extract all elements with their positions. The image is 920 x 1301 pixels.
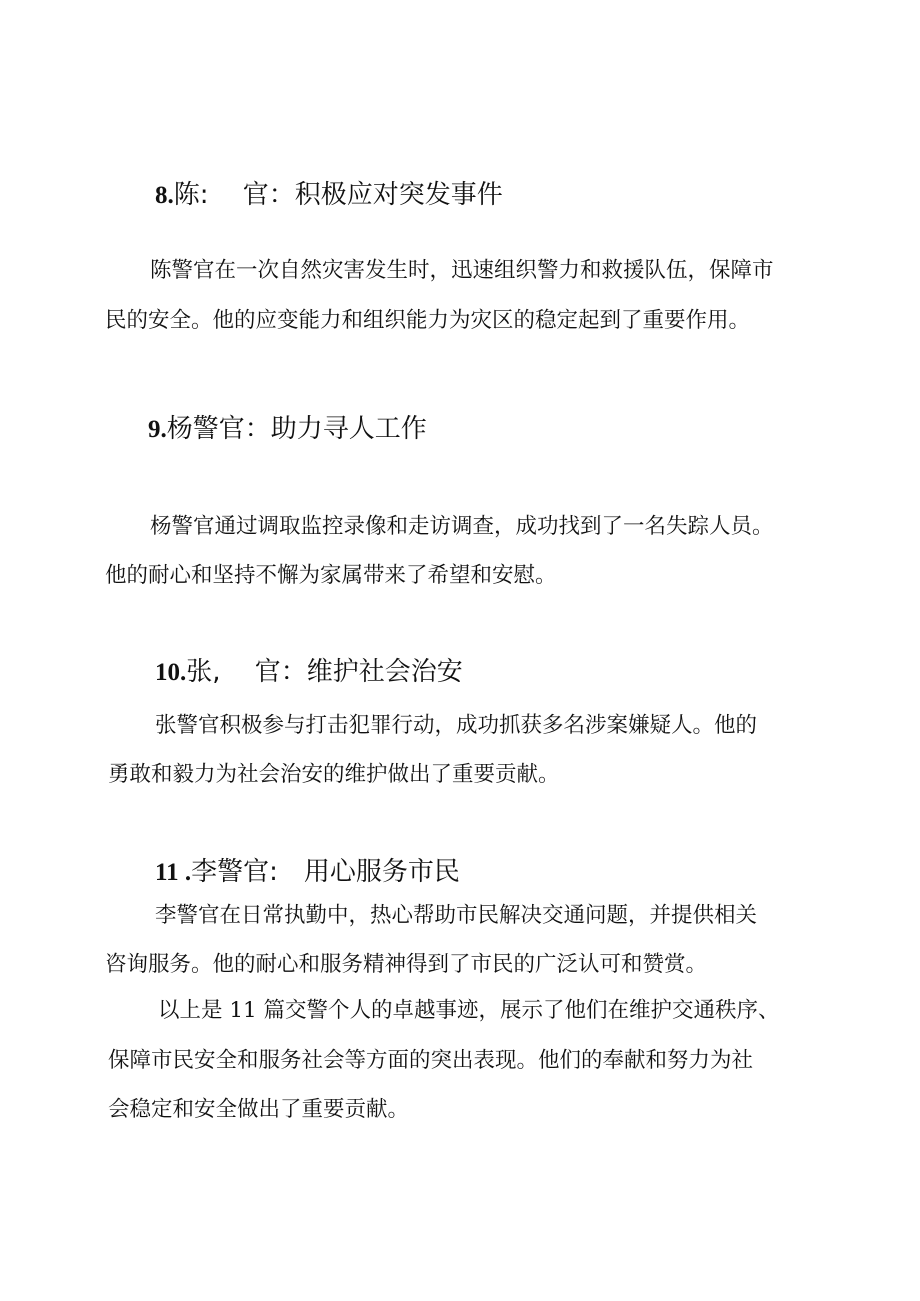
heading-title: 陈: 官：积极应对突发事件 [173,180,503,210]
paragraph-line: 张警官积极参与打击犯罪行动，成功抓获多名涉案嫌疑人。他的 [155,713,758,738]
paragraph-line: 勇敢和毅力为社会治安的维护做出了重要贡献。 [108,762,560,787]
paragraph-line: 李警官在日常执勤中，热心帮助市民解决交通问题，并提供相关 [155,903,758,928]
section-heading-8 [155,180,503,211]
summary-line: 会稳定和安全做出了重要贡献。 [108,1097,410,1122]
summary-line: 以上是 11 篇交警个人的卓越事迹，展示了他们在维护交通秩序、 [158,998,780,1023]
section-heading-9 [148,414,427,445]
paragraph-line: 民的安全。他的应变能力和组织能力为灾区的稳定起到了重要作用。 [105,308,751,333]
heading-title: 李警官: 用心服务市民 [191,857,460,887]
section-heading-11 [155,857,460,888]
paragraph-line: 杨警官通过调取监控录像和走访调查，成功找到了一名失踪人员。 [150,514,774,539]
section-heading-10 [155,657,463,688]
heading-number: 9. [148,416,167,443]
heading-title: 杨警官：助力寻人工作 [166,414,427,444]
heading-number: 10. [155,659,187,686]
heading-number: 11 . [155,859,192,886]
paragraph-line: 咨询服务。他的耐心和服务精神得到了市民的广泛认可和赞赏。 [105,952,708,977]
paragraph-line: 陈警官在一次自然灾害发生时，迅速组织警力和救援队伍，保障市 [150,258,774,283]
paragraph-line: 他的耐心和坚持不懈为家属带来了希望和安慰。 [105,563,557,588]
heading-number: 8. [155,182,174,209]
heading-title: 张, 官：维护社会治安 [186,657,463,687]
summary-line: 保障市民安全和服务社会等方面的突出表现。他们的奉献和努力为社 [108,1048,754,1073]
